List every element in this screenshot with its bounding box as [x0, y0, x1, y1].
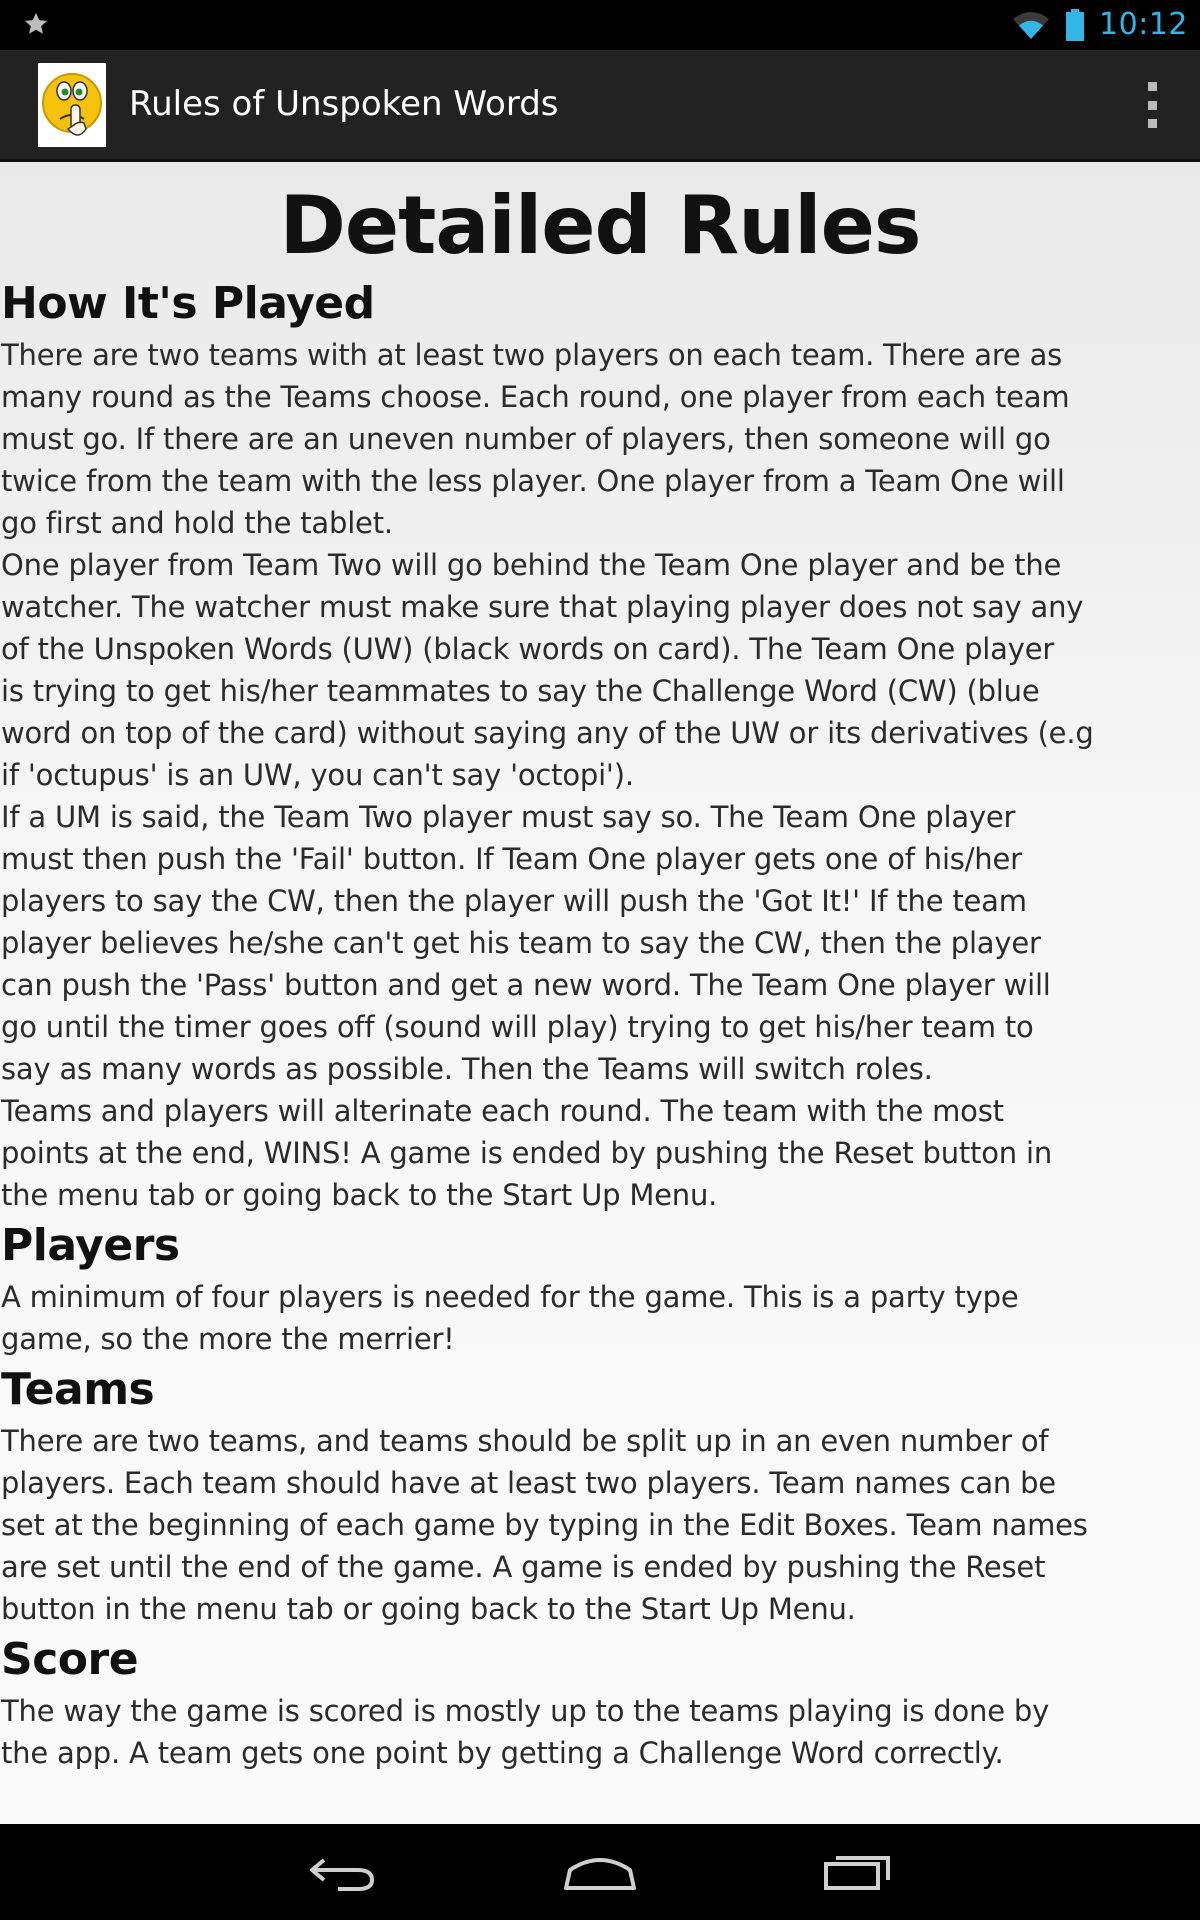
body-line: points at the end, WINS! A game is ended by pushing the Reset button in — [1, 1136, 1052, 1170]
wifi-icon — [1011, 9, 1051, 41]
body-line: twice from the team with the less player. One player from a Team One will — [1, 464, 1065, 498]
body-line: word on top of the card) without saying any of the UW or its derivatives (e.g — [1, 716, 1094, 750]
body-line: the menu tab or going back to the Start Up Menu. — [1, 1178, 718, 1212]
home-icon — [562, 1852, 638, 1892]
body-line: if 'octupus' is an UW, you can't say 'octopi'). — [1, 758, 634, 792]
body-line: go until the timer goes off (sound will play) trying to get his/her team to — [1, 1010, 1034, 1044]
status-time: 10:12 — [1099, 7, 1188, 42]
action-bar — [0, 50, 1200, 162]
status-bar — [0, 0, 1200, 50]
status-icons — [1011, 0, 1188, 50]
section-body-players — [0, 1276, 1200, 1360]
body-line: of the Unspoken Words (UW) (black words on card). The Team One player — [1, 632, 1055, 666]
body-line: must then push the 'Fail' button. If Team One player gets one of his/her — [1, 842, 1022, 876]
section-body-teams — [0, 1420, 1200, 1630]
section-body-score — [0, 1690, 1200, 1774]
section-heading-players: Players — [1, 1220, 180, 1271]
rules-content[interactable] — [0, 162, 1200, 1824]
body-line: watcher. The watcher must make sure that playing player does not say any — [1, 590, 1084, 624]
home-button[interactable] — [525, 1824, 675, 1920]
body-line: say as many words as possible. Then the Teams will switch roles. — [1, 1052, 933, 1086]
body-line: If a UM is said, the Team Two player must say so. The Team One player — [1, 800, 1016, 834]
recent-apps-icon — [822, 1852, 892, 1892]
section-heading-teams: Teams — [1, 1364, 155, 1415]
page-title: Detailed Rules — [279, 179, 921, 272]
overflow-menu-icon[interactable] — [1144, 82, 1160, 128]
body-line: game, so the more the merrier! — [1, 1322, 455, 1356]
body-line: are set until the end of the game. A game is ended by pushing the Reset — [1, 1550, 1046, 1584]
body-line: player believes he/she can't get his team to say the CW, then the player — [1, 926, 1041, 960]
body-line: set at the beginning of each game by typing in the Edit Boxes. Team names — [1, 1508, 1088, 1542]
body-line: The way the game is scored is mostly up to the teams playing is done by — [1, 1694, 1050, 1728]
body-line: many round as the Teams choose. Each round, one player from each team — [1, 380, 1070, 414]
body-line: One player from Team Two will go behind the Team One player and be the — [1, 548, 1062, 582]
recent-apps-button[interactable] — [782, 1824, 932, 1920]
body-line: go first and hold the tablet. — [1, 506, 393, 540]
body-line: the app. A team gets one point by getting a Challenge Word correctly. — [1, 1736, 1004, 1770]
body-line: is trying to get his/her teammates to say the Challenge Word (CW) (blue — [1, 674, 1040, 708]
body-line: There are two teams with at least two players on each team. There are as — [1, 338, 1063, 372]
section-heading-how-its-played: How It's Played — [1, 278, 375, 329]
body-line: can push the 'Pass' button and get a new word. The Team One player will — [1, 968, 1051, 1002]
section-heading-score: Score — [1, 1634, 139, 1685]
app-icon-shush-face[interactable] — [38, 63, 106, 147]
app-title: Rules of Unspoken Words — [129, 84, 559, 124]
section-body-how-its-played — [0, 334, 1200, 1216]
body-line: Teams and players will alterinate each round. The team with the most — [1, 1094, 1004, 1128]
body-line: must go. If there are an uneven number of players, then someone will go — [1, 422, 1051, 456]
body-line: players. Each team should have at least two players. Team names can be — [1, 1466, 1056, 1500]
back-icon — [308, 1852, 378, 1892]
back-button[interactable] — [268, 1824, 418, 1920]
navigation-bar — [0, 1824, 1200, 1920]
body-line: players to say the CW, then the player will push the 'Got It!' If the team — [1, 884, 1027, 918]
body-line: There are two teams, and teams should be split up in an even number of — [1, 1424, 1049, 1458]
body-line: button in the menu tab or going back to the Start Up Menu. — [1, 1592, 856, 1626]
battery-icon — [1065, 9, 1085, 41]
star-icon — [22, 10, 50, 38]
body-line: A minimum of four players is needed for the game. This is a party type — [1, 1280, 1019, 1314]
